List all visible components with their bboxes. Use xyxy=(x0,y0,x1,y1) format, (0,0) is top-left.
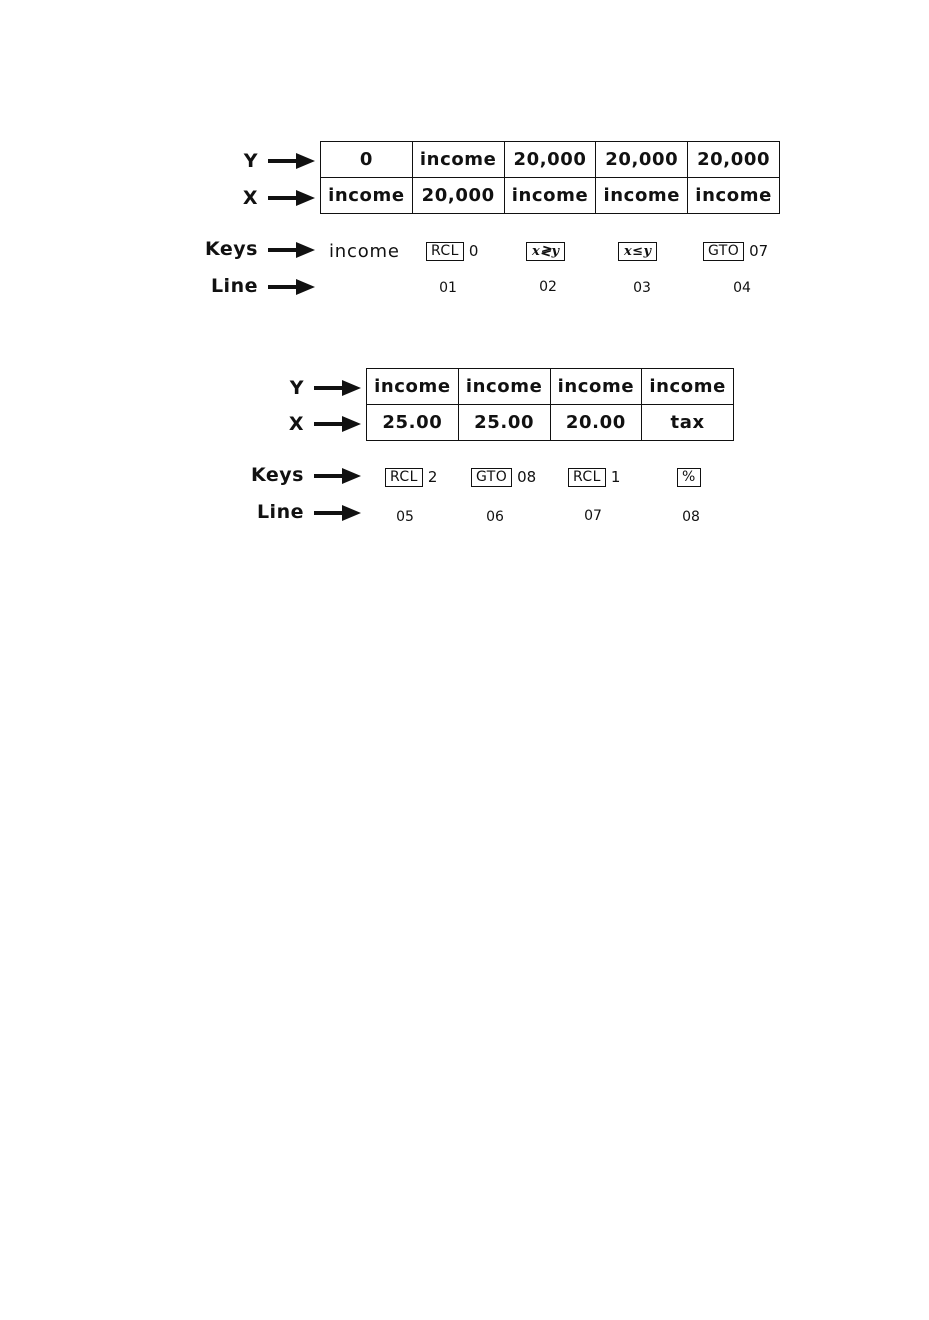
line-number: 04 xyxy=(733,280,751,296)
rcl-key: RCL xyxy=(385,468,423,487)
stack-cell: income xyxy=(458,369,550,405)
x-register-row xyxy=(367,405,734,441)
line-number: 08 xyxy=(682,509,700,525)
key-step xyxy=(385,466,437,488)
key-step xyxy=(471,466,536,488)
stack-cell: 20,000 xyxy=(504,142,596,178)
stack-cell: income xyxy=(412,142,504,178)
key-step xyxy=(703,240,768,262)
keys-label: Keys xyxy=(205,238,258,260)
line-number: 06 xyxy=(486,509,504,525)
line-label: Line xyxy=(210,275,258,297)
line-number: 07 xyxy=(584,508,602,524)
stack-cell: income xyxy=(367,369,459,405)
stack-cell: income xyxy=(642,369,734,405)
stack-cell: 25.00 xyxy=(367,405,459,441)
x-label: X xyxy=(288,413,304,435)
key-step xyxy=(426,240,478,262)
stack-cell: 0 xyxy=(321,142,413,178)
key-argument: 07 xyxy=(749,242,769,260)
rcl-key: RCL xyxy=(568,468,606,487)
key-argument: 2 xyxy=(427,468,438,486)
y-label: Y xyxy=(243,150,258,172)
line-number: 03 xyxy=(633,280,651,296)
key-argument: 1 xyxy=(610,468,621,486)
key-step xyxy=(677,466,701,488)
y-label: Y xyxy=(289,377,304,399)
line-number: 01 xyxy=(439,280,457,296)
key-argument: 08 xyxy=(517,468,537,486)
arrow-right-icon xyxy=(266,239,316,261)
key-label: income xyxy=(329,240,400,262)
line-number: 05 xyxy=(396,509,414,525)
stack-table xyxy=(320,141,780,214)
gto-key: GTO xyxy=(703,242,744,261)
line-label: Line xyxy=(256,501,304,523)
stack-cell: income xyxy=(504,178,596,214)
stack-cell: income xyxy=(688,178,780,214)
key-step xyxy=(568,466,620,488)
stack-table xyxy=(366,368,734,441)
stack-cell: 20,000 xyxy=(412,178,504,214)
stack-cell: 25.00 xyxy=(458,405,550,441)
stack-cell: 20,000 xyxy=(688,142,780,178)
y-register-row xyxy=(321,142,780,178)
x-label: X xyxy=(242,187,258,209)
key-step xyxy=(329,240,400,262)
arrow-right-icon xyxy=(312,465,362,487)
arrow-right-icon xyxy=(312,502,362,524)
key-step xyxy=(526,240,565,262)
arrow-right-icon xyxy=(266,187,316,209)
percent-key: % xyxy=(677,468,701,487)
stack-cell: 20.00 xyxy=(550,405,642,441)
y-register-row xyxy=(367,369,734,405)
stack-cell: tax xyxy=(642,405,734,441)
x-exchange-y-key: x≷y xyxy=(526,242,565,261)
rcl-key: RCL xyxy=(426,242,464,261)
arrow-right-icon xyxy=(266,150,316,172)
stack-cell: income xyxy=(550,369,642,405)
stack-cell: 20,000 xyxy=(596,142,688,178)
arrow-right-icon xyxy=(266,276,316,298)
arrow-right-icon xyxy=(312,413,362,435)
line-number: 02 xyxy=(539,279,557,295)
gto-key: GTO xyxy=(471,468,512,487)
key-argument: 0 xyxy=(468,242,479,260)
stack-cell: income xyxy=(596,178,688,214)
keys-label: Keys xyxy=(251,464,304,486)
arrow-right-icon xyxy=(312,377,362,399)
stack-cell: income xyxy=(321,178,413,214)
x-register-row xyxy=(321,178,780,214)
x-le-y-key: x≤y xyxy=(618,242,657,261)
key-step xyxy=(618,240,657,262)
